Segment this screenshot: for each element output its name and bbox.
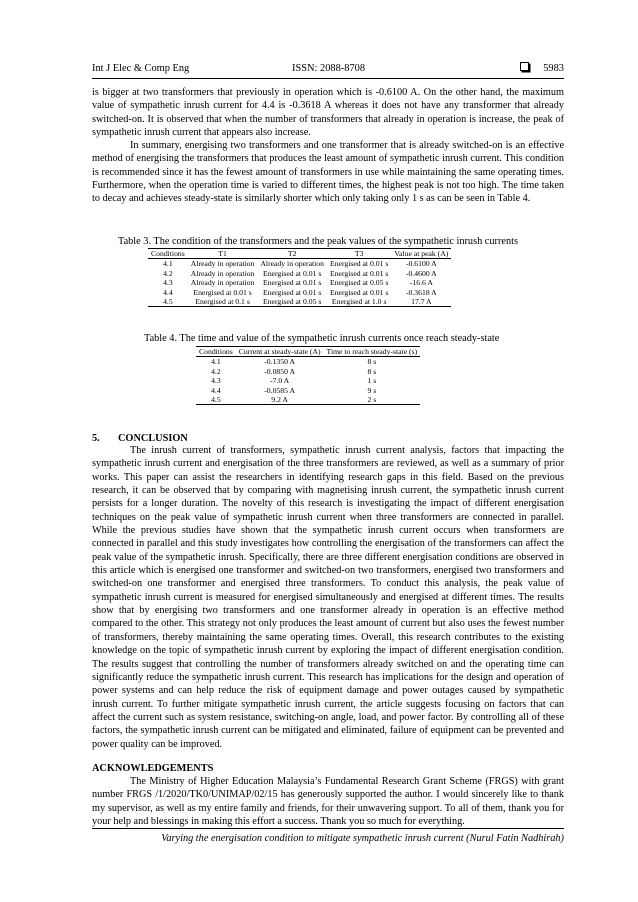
checkbox-square-icon	[520, 62, 529, 71]
table3	[148, 248, 451, 307]
table-cell: -0.0585 A	[264, 385, 295, 395]
table-row	[196, 367, 420, 376]
conclusion-text: The inrush current of transformers, sympathetic inrush current analysis, factors that impacting the sympathetic inrush current and energisation of the three transformers are reviewed, as well as a summary of prior works. This paper can assist the researchers in identifying research gaps in this field. Based on the previous research, it can be observed that by comparing with magnetising inrush current, the sympathetic inrush current persists for a longer duration. The novelty of this research is investigating the impact of different energisation techniques on the peak value of sympathetic inrush current when three transformers are connected in parallel. While the previous studies have shown that the sympathetic inrush current occurs when transformers are connected in parallel and this study investigates how controlling the energisation of the transformers can affect the peak value of the sympathetic inrush. Specifically, there are three different energisation conditions are observed in this article which is energised one transformer and switched-on two transformers, energised two transformers and switched-on one transformer and energised three transformers. To conduct this analysis, the peak value of sympathetic inrush current is measured for energised simultaneously and energised at different times. The results show that by energising two transformers and one transformer already in operation is an effective method compared to the other. This strategy not only produces the least amount of current but also uses the fewest number of transformers, thereby maintaining the same operating times. Overall, this research contributes to the existing knowledge on the topic of sympathetic inrush current by exploring the impact of different energisation condition. The results suggest that controlling the number of transformers already switched on and the operating time can significantly reduce the sympathetic inrush current. This research has implications for the design and operation of power systems and can help reduce the risk of equipment damage and power outages caused by sympathetic inrush current. To further mitigate sympathetic inrush current, the article suggests focusing on factors that can affect the current such as system resistance, switching-on angle, load, and power factor. By controlling all of these factors, the sympathetic inrush current can be mitigated and eliminated, failure of equipment can be prevented and power quality can be improved.	[92, 445, 564, 750]
table4-header-row	[196, 347, 420, 357]
table-cell: Already in operation	[190, 278, 255, 288]
table4-header-cell: Time to reach steady-state (s)	[324, 347, 421, 357]
footer-rule	[92, 828, 564, 829]
table-row	[196, 395, 420, 405]
table-cell: Energised at 0.1 s	[188, 297, 258, 307]
table-cell: Already in operation	[190, 259, 255, 269]
table-cell: Energised at 1.0 s	[327, 297, 391, 307]
table3-body	[148, 259, 451, 307]
table-cell: -0.4600 A	[405, 268, 437, 278]
table-cell: 4.1	[211, 357, 221, 367]
paragraph-summary: In summary, energising two transformers and one transformer that is already switched-on is an effective method of energising the transformers that produces the least amount of sympathetic inrush current. This condition is recommended since it has the fewest amount of transformers in use while maintaining the same operating times. Furthermore, when the operation time is varied to different times, the highest peak is not too high. The time taken to decay and achieves steady-state is similarly shorter which only taking only 1 s as can be seen in Table 4.	[92, 140, 564, 205]
table-cell: 17.7 A	[391, 297, 451, 307]
table-cell: 8 s	[367, 366, 377, 376]
table-cell: Energised at 0.05 s	[330, 278, 389, 288]
table3-header-cell: Conditions	[148, 249, 188, 259]
table-cell: 4.4	[211, 385, 221, 395]
table-cell: Already in operation	[190, 268, 255, 278]
table-cell: 8 s	[367, 357, 377, 367]
table-cell: Energised at 0.01 s	[193, 287, 252, 297]
table4-caption: Table 4. The time and value of the sympathetic inrush currents once reach steady-state	[144, 333, 500, 344]
table3-caption: Table 3. The condition of the transformers and the peak values of the sympathetic inrush currents	[118, 236, 518, 247]
acknowledgements-heading: ACKNOWLEDGEMENTS	[92, 763, 214, 774]
table-row	[148, 259, 451, 269]
table-row	[196, 386, 420, 395]
table-row	[148, 297, 451, 307]
table-cell: 4.3	[211, 376, 221, 386]
issn: ISSN: 2088-8708	[292, 63, 366, 74]
table4-body	[196, 357, 420, 405]
table3-header-cell: Value at peak (A)	[391, 249, 451, 259]
table-row	[148, 288, 451, 297]
table-cell: 4.2	[163, 268, 173, 278]
table-cell: -0.3618 A	[405, 287, 437, 297]
table-row	[148, 269, 451, 278]
table-cell: Energised at 0.01 s	[330, 268, 389, 278]
table-cell: -7.0 A	[270, 376, 290, 386]
table3-header-cell: T3	[327, 249, 391, 259]
table-row	[196, 357, 420, 367]
section-number: 5.	[92, 433, 100, 444]
header-rule	[92, 78, 564, 79]
table-cell: Energised at 0.05 s	[257, 297, 327, 307]
running-footer: Varying the energisation condition to mitigate sympathetic inrush current (Nurul Fatin Nadhirah)	[161, 833, 564, 844]
table4-header-cell: Current at steady-state (A)	[236, 347, 324, 357]
table-cell: 4.2	[211, 366, 221, 376]
table-cell: 4.4	[163, 287, 173, 297]
table-cell: 4.1	[163, 259, 173, 269]
table-cell: 1 s	[367, 376, 377, 386]
table-row	[196, 376, 420, 385]
table-cell: 2 s	[324, 395, 421, 405]
page-number-group	[520, 62, 564, 76]
table4	[196, 346, 420, 405]
table-cell: -0.6100 A	[405, 259, 437, 269]
running-header	[92, 62, 564, 76]
table-cell: -0.0850 A	[264, 366, 295, 376]
table4-header-cell: Conditions	[196, 347, 236, 357]
table-cell: 4.5	[148, 297, 188, 307]
table-cell: Energised at 0.01 s	[263, 268, 322, 278]
table-cell: 4.5	[196, 395, 236, 405]
paragraph-results: is bigger at two transformers that previously in operation which is -0.6100 A. On the other hand, the maximum value of sympathetic inrush current for 4.4 is -0.3618 A whereas it does not have any transformer that already switched-on. It is observed that when the number of transformers that already in operation is increase, the peak of sympathetic inrush current that appears also increase.	[92, 87, 564, 139]
table3-header-cell: T2	[257, 249, 327, 259]
table-cell: 9.2 A	[236, 395, 324, 405]
table-cell: Energised at 0.01 s	[330, 259, 389, 269]
section-title: CONCLUSION	[118, 433, 188, 444]
acknowledgements-text: The Ministry of Higher Education Malaysia’s Fundamental Research Grant Scheme (FRGS) with grant number FRGS /1/2020/TK0/UNIMAP/02/15 has generously supported the author. I would sincerely like to thank my supervisor, as well as my entire family and friends, for their unwavering support. To all of them, thank you for your help and blessings in making this effort a success. Thank you so much for everything.	[92, 776, 564, 828]
table-cell: Energised at 0.01 s	[330, 287, 389, 297]
table3-header-row	[148, 249, 451, 259]
table-cell: -16.6 A	[409, 278, 433, 288]
table-cell: 9 s	[367, 385, 377, 395]
journal-name: Int J Elec & Comp Eng	[92, 63, 190, 74]
table-row	[148, 278, 451, 287]
page-number: 5983	[543, 63, 564, 74]
table-cell: Energised at 0.01 s	[263, 278, 322, 288]
table3-header-cell: T1	[188, 249, 258, 259]
table-cell: 4.3	[163, 278, 173, 288]
table-cell: Already in operation	[260, 259, 324, 269]
table-cell: -0.1350 A	[264, 357, 295, 367]
table-cell: Energised at 0.01 s	[263, 287, 322, 297]
